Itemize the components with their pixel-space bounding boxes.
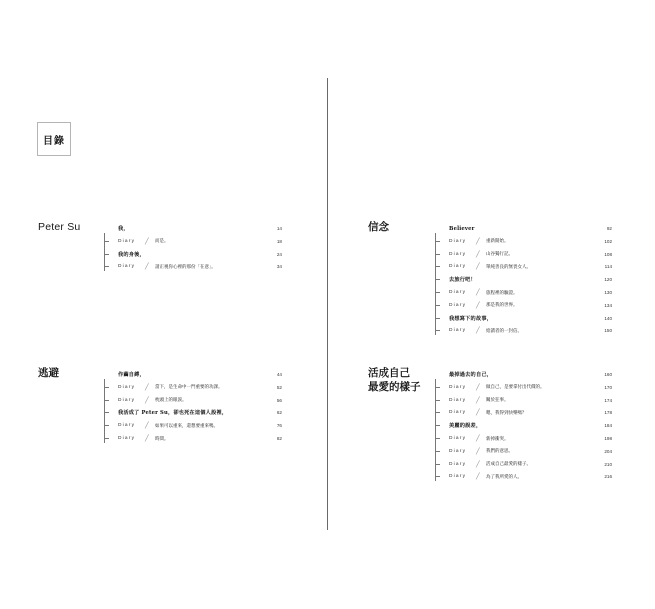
page-number: 160 xyxy=(604,372,612,377)
diary-tag: Diary xyxy=(449,436,467,441)
bracket-tick xyxy=(435,279,440,280)
diary-tag: Diary xyxy=(118,264,136,270)
entry-title: 作繭自縛， xyxy=(118,372,145,378)
bracket-tick xyxy=(435,425,440,426)
slash-divider-icon: ╱ xyxy=(476,238,480,245)
toc-entry[interactable] xyxy=(449,300,612,311)
entry-title: 如果可以重來，還想要重來嗎。 xyxy=(155,423,218,429)
slash-divider-icon: ╱ xyxy=(476,436,480,442)
slash-divider-icon: ╱ xyxy=(476,448,480,455)
toc-entry[interactable] xyxy=(449,325,612,336)
toc-entry[interactable] xyxy=(118,261,282,272)
toc-entry[interactable] xyxy=(449,249,612,260)
slash-divider-icon: ╱ xyxy=(476,290,480,296)
toc-entry[interactable] xyxy=(449,223,612,234)
entry-title: 單純善良的無畏女人。 xyxy=(486,264,531,270)
entry-title: 山谷獨行記。 xyxy=(486,252,513,258)
slash-divider-icon: ╱ xyxy=(476,264,480,271)
diary-tag: Diary xyxy=(449,410,467,416)
diary-tag: Diary xyxy=(449,448,467,454)
page-number: 52 xyxy=(276,384,282,390)
bracket-tick xyxy=(104,254,109,255)
toc-entry[interactable] xyxy=(449,261,612,272)
toc-entry[interactable] xyxy=(449,433,612,444)
bracket-tick xyxy=(435,464,440,465)
slash-divider-icon: ╱ xyxy=(476,251,480,258)
page-divider xyxy=(327,78,328,530)
entry-title: 活成自己最愛的樣子。 xyxy=(486,462,531,468)
diary-tag: Diary xyxy=(449,328,467,334)
slash-divider-icon: ╱ xyxy=(145,397,149,404)
bracket-tick xyxy=(104,387,109,388)
toc-entry[interactable] xyxy=(449,471,612,482)
page-number: 92 xyxy=(606,226,612,231)
slash-divider-icon: ╱ xyxy=(145,238,149,245)
entry-title: 我們的意思。 xyxy=(486,449,513,455)
page-number: 56 xyxy=(276,397,282,403)
page-number: 108 xyxy=(604,251,612,257)
toc-entry[interactable] xyxy=(449,369,612,380)
bracket-tick xyxy=(435,292,440,293)
slash-divider-icon: ╱ xyxy=(476,397,480,404)
page-number: 184 xyxy=(604,423,612,429)
bracket-tick xyxy=(435,412,440,413)
toc-entry[interactable] xyxy=(449,446,612,457)
section-bracket xyxy=(435,233,436,335)
toc-entry[interactable] xyxy=(118,236,282,247)
diary-tag: Diary xyxy=(118,397,136,403)
bracket-tick xyxy=(104,412,109,413)
bracket-tick xyxy=(104,425,109,426)
page-number: 170 xyxy=(604,384,612,390)
page-number: 150 xyxy=(604,328,612,334)
slash-divider-icon: ╱ xyxy=(476,461,480,468)
slash-divider-icon: ╱ xyxy=(145,264,149,271)
diary-tag: Diary xyxy=(449,474,467,480)
page-number: 82 xyxy=(276,436,282,441)
toc-entry[interactable] xyxy=(118,223,282,234)
section-bracket xyxy=(104,379,105,443)
page-number: 114 xyxy=(604,264,612,270)
page-number: 216 xyxy=(604,474,612,480)
entry-title: 為了我所愛的人。 xyxy=(486,474,522,480)
page-number: 134 xyxy=(604,302,612,308)
entry-title: 重新開始。 xyxy=(486,239,509,245)
bracket-tick xyxy=(435,387,440,388)
entry-title: 枕頭上的眼淚。 xyxy=(155,398,187,404)
entry-title: 美麗的誤差， xyxy=(449,423,482,430)
toc-entry[interactable] xyxy=(449,459,612,470)
page-number: 44 xyxy=(276,372,282,377)
bracket-tick xyxy=(435,330,440,331)
entry-title: Believer xyxy=(449,225,475,232)
entry-title: 當下，是生命中一門重要的功課。 xyxy=(155,385,223,391)
page-number: 24 xyxy=(276,251,282,257)
entry-title: 關於狂事。 xyxy=(486,398,509,404)
toc-entry[interactable] xyxy=(118,433,282,444)
page-number: 204 xyxy=(604,448,612,454)
bracket-tick xyxy=(104,241,109,242)
diary-tag: Diary xyxy=(118,238,136,244)
page-number: 140 xyxy=(604,315,612,321)
diary-tag: Diary xyxy=(449,461,467,467)
diary-tag: Diary xyxy=(449,264,467,270)
entry-title: 旅程裡的驗證。 xyxy=(486,290,518,296)
diary-tag: Diary xyxy=(449,290,467,295)
entry-title: 最掉過去的自己， xyxy=(449,372,493,378)
entry-title: 我想寫下的故事， xyxy=(449,315,493,322)
page-number: 62 xyxy=(276,410,282,416)
toc-entry[interactable] xyxy=(118,407,282,418)
entry-title: 給讀者的一封信。 xyxy=(486,328,522,334)
bracket-tick xyxy=(435,241,440,242)
bracket-tick xyxy=(435,438,440,439)
toc-entry[interactable] xyxy=(449,420,612,431)
diary-tag: Diary xyxy=(449,397,467,403)
entry-title: 那是我的世界。 xyxy=(486,303,518,309)
bracket-tick xyxy=(435,400,440,401)
slash-divider-icon: ╱ xyxy=(145,436,149,442)
toc-entry[interactable] xyxy=(449,382,612,393)
entry-title: 我的身後， xyxy=(118,251,145,258)
toc-title-box xyxy=(37,122,71,156)
diary-tag: Diary xyxy=(118,436,136,441)
bracket-tick xyxy=(104,266,109,267)
entry-title: 新掉衝突。 xyxy=(486,436,509,442)
toc-entry[interactable] xyxy=(449,407,612,418)
toc-entry[interactable] xyxy=(118,249,282,260)
entry-title: 時間。 xyxy=(155,436,169,442)
entry-title: 而是。 xyxy=(155,239,169,245)
diary-tag: Diary xyxy=(449,238,467,244)
page-title: 目錄 xyxy=(43,135,65,147)
slash-divider-icon: ╱ xyxy=(476,474,480,481)
diary-tag: Diary xyxy=(118,384,136,390)
diary-tag: Diary xyxy=(449,251,467,257)
section-title-line: Peter Su xyxy=(38,221,81,233)
bracket-tick xyxy=(435,318,440,319)
page-number: 130 xyxy=(604,290,612,295)
slash-divider-icon: ╱ xyxy=(476,384,480,391)
diary-tag: Diary xyxy=(449,302,467,308)
toc-entry[interactable] xyxy=(118,369,282,380)
page-number: 14 xyxy=(276,226,282,231)
page-number: 76 xyxy=(276,423,282,429)
bracket-tick xyxy=(435,266,440,267)
toc-entry[interactable] xyxy=(118,395,282,406)
page-number: 102 xyxy=(604,238,612,244)
section-title-line: 信念 xyxy=(368,221,389,233)
page-number: 120 xyxy=(604,277,612,283)
page-number: 174 xyxy=(604,397,612,403)
diary-tag: Diary xyxy=(449,384,467,390)
slash-divider-icon: ╱ xyxy=(476,328,480,335)
entry-title: 做自己，是要拿付出代價的。 xyxy=(486,385,545,391)
toc-entry[interactable] xyxy=(118,382,282,393)
section-title-line: 逃避 xyxy=(38,367,59,379)
toc-entry[interactable] xyxy=(449,313,612,324)
section-title-line: 活成自己 xyxy=(368,367,410,379)
bracket-tick xyxy=(435,476,440,477)
section-title-line: 最愛的樣子 xyxy=(368,381,421,393)
toc-entry[interactable] xyxy=(449,395,612,406)
slash-divider-icon: ╱ xyxy=(476,302,480,309)
toc-entry[interactable] xyxy=(449,287,612,298)
page-number: 34 xyxy=(276,264,282,270)
bracket-tick xyxy=(104,438,109,439)
entry-title: 我， xyxy=(118,226,129,232)
bracket-tick xyxy=(435,451,440,452)
page-number: 198 xyxy=(604,436,612,441)
bracket-tick xyxy=(435,254,440,255)
toc-entry[interactable] xyxy=(118,420,282,431)
toc-entry[interactable] xyxy=(449,236,612,247)
toc-entry[interactable] xyxy=(449,274,612,285)
entry-title: 去旅行吧！ xyxy=(449,277,476,284)
slash-divider-icon: ╱ xyxy=(476,410,480,417)
slash-divider-icon: ╱ xyxy=(145,384,149,391)
section-title-huo-cheng xyxy=(368,366,421,394)
entry-title: 請正視你心裡的那份「在意」。 xyxy=(155,264,216,270)
section-title-peter-su xyxy=(38,220,80,234)
section-title-xin-nian xyxy=(368,220,389,234)
slash-divider-icon: ╱ xyxy=(145,423,149,430)
page-number: 18 xyxy=(276,238,282,244)
diary-tag: Diary xyxy=(118,423,136,429)
entry-title: 嗯，我得到快樂嗎？ xyxy=(486,410,527,416)
page-number: 210 xyxy=(604,461,612,467)
page-number: 178 xyxy=(604,410,612,416)
entry-title: 我活成了 Peter Su，卻也死在這個人設裡， xyxy=(118,410,228,417)
bracket-tick xyxy=(435,305,440,306)
section-title-tao-bi xyxy=(38,366,59,380)
section-bracket xyxy=(435,379,436,481)
bracket-tick xyxy=(104,400,109,401)
